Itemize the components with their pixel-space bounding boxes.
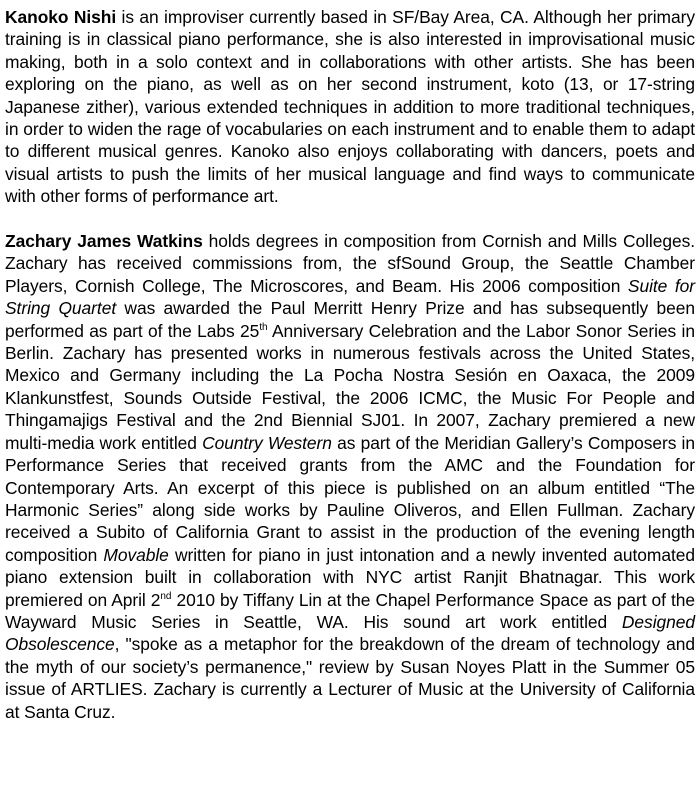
bio-zachary-james-watkins bbox=[5, 230, 695, 723]
bio-text: holds degrees in composition from Cornish and Mills Colleges. Zachary has received commissions from, the sfSound Group, the Seattle Chamber Players, Cornish College, The Microscores, and Beam. His 2006 composition bbox=[5, 231, 695, 296]
work-title: Designed Obsolescence bbox=[5, 611, 695, 655]
bio-text: is an improviser currently based in SF/Bay Area, CA. Although her primary training is in classical piano performance, she is also interested in improvisational music making, both in a solo context and in collaborations with other artists. She has been exploring on the piano, as well as on her second instrument, koto (13, or 17-string Japanese zither), various extended techniques in addition to more traditional techniques, in order to widen the rage of vocabularies on each instrument and to enable them to adapt to different musical genres. Kanoko also enjoys collaborating with dancers, poets and visual artists to push the limits of her musical language and find ways to communicate with other forms of performance art. bbox=[5, 7, 695, 207]
bio-text: was awarded the Paul Merritt Henry Prize and has subsequently been performed as part of the Labs 25 bbox=[5, 298, 696, 341]
bio-text: Anniversary Celebration and the Labor Sonor Series in Berlin. Zachary has presented works in numerous festivals across the United States, Mexico and Germany including the La Pocha Nostra Sesión en Oaxaca, the 2009 Klankunstfest, Sounds Outside Festival, the 2006 ICMC, the Music For People and Thingamajigs Festival and the 2nd Biennial SJ01. In 2007, Zachary premiered a new multi-media work entitled bbox=[5, 320, 695, 453]
bio-text: , "spoke as a metaphor for the breakdown of the dream of technology and the myth of our society’s permanence," review by Susan Noyes Platt in the Summer 05 issue of ARTLIES. Zachary is currently a Lecturer of Music at the University of California at Santa Cruz. bbox=[5, 634, 695, 722]
work-title: Movable bbox=[103, 544, 169, 565]
bio-kanoko-nishi bbox=[5, 6, 695, 208]
bio-text: as part of the Meridian Gallery’s Composers in Performance Series that received grants from the AMC and the Foundation for Contemporary Arts. An excerpt of this piece is published on an album entitled “The Harmonic Series” along side works by Pauline Oliveros, and Ellen Fullman. Zachary received a Subito of California Grant to assist in the production of the evening length composition bbox=[5, 432, 695, 565]
bio-name: Zachary James Watkins bbox=[5, 231, 203, 252]
ordinal-suffix: th bbox=[259, 321, 268, 333]
work-title: Suite for String Quartet bbox=[5, 275, 695, 319]
bio-name: Kanoko Nishi bbox=[5, 7, 117, 27]
ordinal-suffix: nd bbox=[160, 590, 172, 602]
work-title: Country Western bbox=[202, 432, 332, 453]
bio-text: 2010 by Tiffany Lin at the Chapel Performance Space as part of the Wayward Music Series in Seattle, WA. His sound art work entitled bbox=[5, 589, 695, 632]
bio-text: written for piano in just intonation and a newly invented automated piano extension built in collaboration with NYC artist Ranjit Bhatnagar. This work premiered on April 2 bbox=[5, 544, 695, 610]
